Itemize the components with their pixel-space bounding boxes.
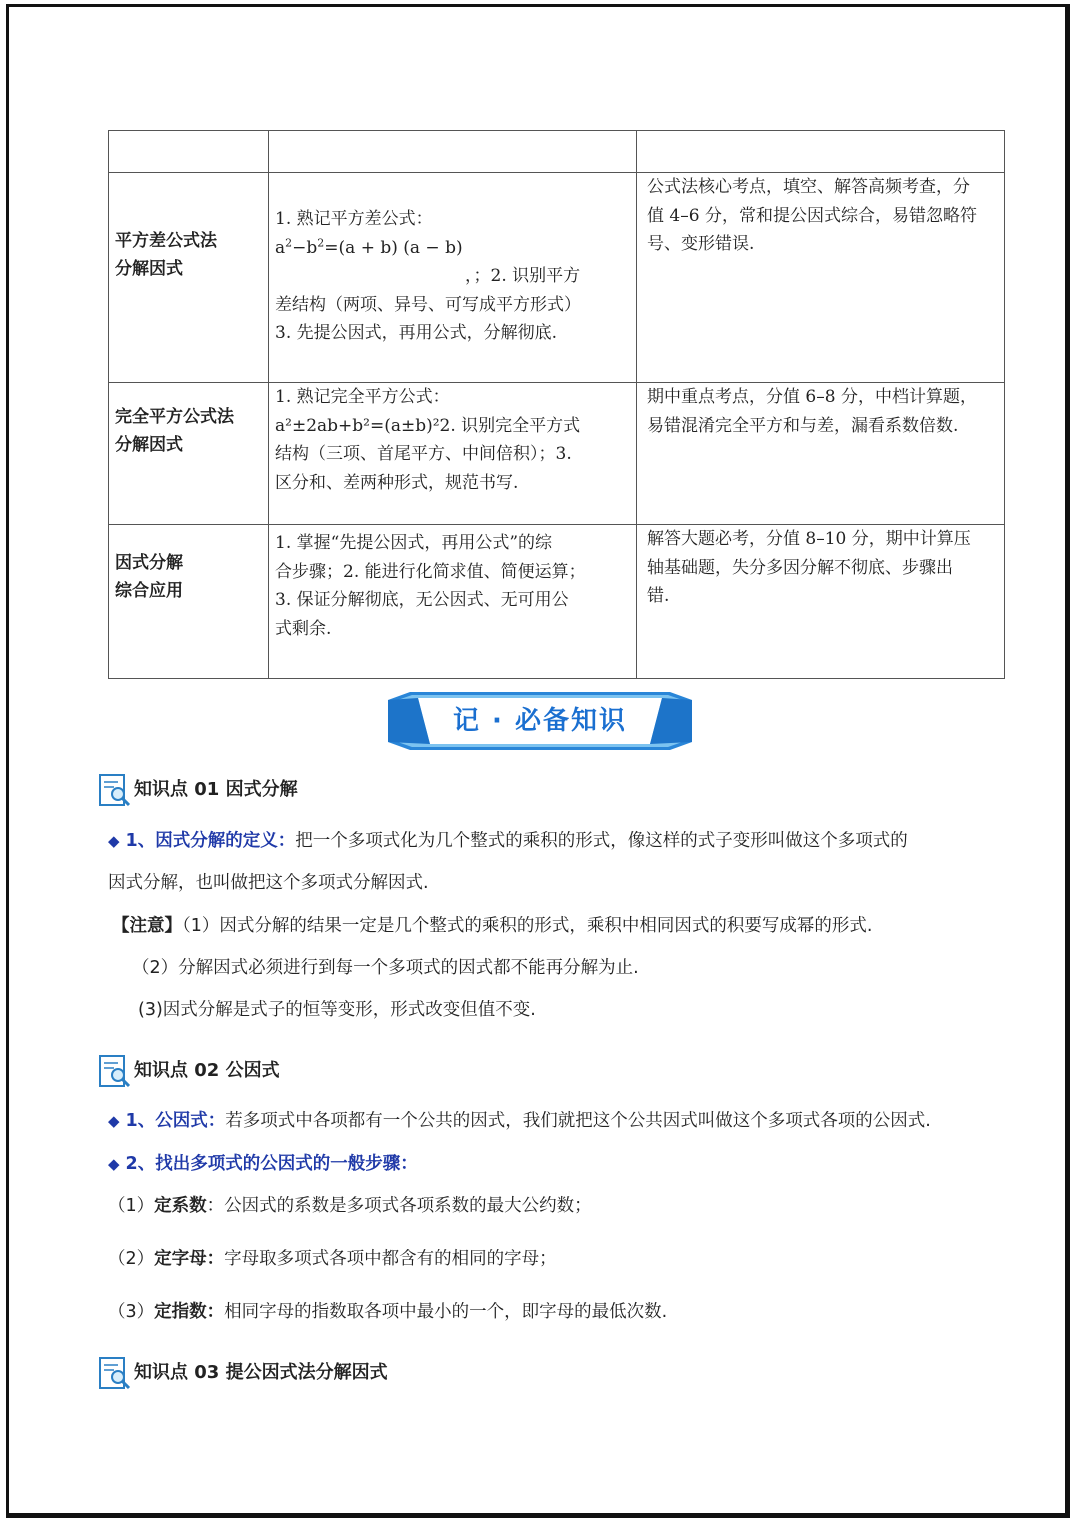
step-text: 相同字母的指数取各项中最小的一个，即字母的最低次数. bbox=[224, 1302, 668, 1322]
requirement-text: 1. 掌握“先提公因式，再用公式”的综 bbox=[275, 533, 553, 553]
step-3-line bbox=[108, 1299, 667, 1325]
step-number: （1） bbox=[108, 1196, 155, 1216]
diamond-icon: ◆ bbox=[108, 1112, 120, 1130]
book-magnifier-icon bbox=[98, 1054, 132, 1088]
exam-text: 期中重点考点，分值 6–8 分，中档计算题， bbox=[647, 387, 977, 407]
requirement-text: 1. 熟记完全平方公式： bbox=[275, 387, 450, 407]
topic-cell bbox=[109, 173, 269, 383]
step-1-line bbox=[108, 1193, 592, 1219]
formula-difference-of-squares: $a^2-b^2=(a + b) (a - b)$ bbox=[275, 235, 463, 258]
definition-text: 把一个多项式化为几个整式的乘积的形式，像这样的式子变形叫做这个多项式的 bbox=[295, 831, 908, 851]
exam-cell bbox=[637, 383, 1005, 525]
table-row bbox=[109, 525, 1005, 679]
requirement-text: 1. 熟记平方差公式： bbox=[275, 209, 433, 229]
step-label: 定指数： bbox=[154, 1302, 225, 1322]
definition-label: 1、因式分解的定义： bbox=[125, 831, 296, 851]
topic-cell bbox=[109, 383, 269, 525]
step-number: （3） bbox=[108, 1302, 155, 1322]
book-magnifier-icon bbox=[98, 773, 132, 807]
step-label: 定系数 bbox=[154, 1196, 207, 1216]
exam-text: 公式法核心考点，填空、解答高频考查，分 bbox=[647, 177, 970, 197]
step-label: 定字母： bbox=[154, 1249, 225, 1269]
exam-text: 轴基础题，失分多因分解不彻底、步骤出 bbox=[647, 557, 953, 578]
requirement-text: 3. 保证分解彻底，无公因式、无可用公 bbox=[275, 590, 569, 610]
exam-cell bbox=[637, 173, 1005, 383]
knowledge-table bbox=[108, 130, 1005, 679]
requirement-text: 结构（三项、首尾平方、中间倍积）；3. bbox=[275, 444, 572, 464]
diamond-icon: ◆ bbox=[108, 1155, 120, 1173]
knowledge-point-title: 知识点 03 提公因式法分解因式 bbox=[134, 1362, 388, 1383]
topic-text: 完全平方公式法 bbox=[115, 407, 234, 427]
topic-cell bbox=[109, 525, 269, 679]
exam-text: 错. bbox=[647, 586, 670, 606]
requirement-cell bbox=[269, 383, 637, 525]
step-2-line bbox=[108, 1246, 557, 1272]
header-cell bbox=[637, 131, 1005, 173]
table-header-row bbox=[109, 131, 1005, 173]
topic-text: 因式分解 bbox=[115, 553, 183, 573]
steps-heading-line bbox=[108, 1151, 418, 1177]
diamond-icon: ◆ bbox=[108, 832, 120, 850]
note-label: 【注意】 bbox=[112, 916, 182, 936]
topic-text: 分解因式 bbox=[115, 435, 183, 455]
step-number: （2） bbox=[108, 1249, 155, 1269]
requirement-text: 区分和、差两种形式，规范书写. bbox=[275, 472, 519, 493]
requirement-cell bbox=[269, 525, 637, 679]
exam-cell bbox=[637, 525, 1005, 679]
note-line-2: （2）分解因式必须进行到每一个多项式的因式都不能再分解为止. bbox=[132, 958, 639, 978]
exam-text: 易错混淆完全平方和与差，漏看系数倍数. bbox=[647, 415, 959, 436]
common-factor-label: 1、公因式： bbox=[125, 1111, 226, 1131]
table-row bbox=[109, 383, 1005, 525]
requirement-text: 合步骤；2. 能进行化简求值、简便运算； bbox=[275, 561, 586, 582]
definition-text-continued: 因式分解，也叫做把这个多项式分解因式. bbox=[108, 873, 429, 893]
banner-title: 记 · 必备知识 bbox=[453, 706, 627, 736]
knowledge-point-title: 知识点 01 因式分解 bbox=[134, 779, 298, 800]
step-text: ：公因式的系数是多项式各项系数的最大公约数； bbox=[206, 1196, 592, 1216]
exam-text: 号、变形错误. bbox=[647, 234, 755, 254]
exam-text: 值 4–6 分，常和提公因式综合，易错忽略符 bbox=[647, 205, 977, 226]
requirement-text: ，；2. 识别平方 bbox=[465, 266, 581, 286]
note-text: （1）因式分解的结果一定是几个整式的乘积的形式，乘积中相同因式的积要写成幂的形式. bbox=[182, 916, 873, 936]
topic-text: 综合应用 bbox=[115, 581, 183, 601]
step-text: 字母取多项式各项中都含有的相同的字母； bbox=[224, 1249, 557, 1269]
topic-text: 平方差公式法 bbox=[115, 231, 217, 251]
table-row bbox=[109, 173, 1005, 383]
requirement-text: a²±2ab+b²=(a±b)²2. 识别完全平方式 bbox=[275, 415, 581, 436]
exam-text: 解答大题必考，分值 8–10 分，期中计算压 bbox=[647, 529, 971, 549]
header-cell bbox=[269, 131, 637, 173]
steps-heading: 2、找出多项式的公因式的一般步骤： bbox=[125, 1154, 418, 1174]
requirement-text: 3. 先提公因式，再用公式，分解彻底. bbox=[275, 323, 558, 343]
requirement-text: 差结构（两项、异号、可写成平方形式） bbox=[275, 294, 581, 315]
section-banner bbox=[388, 692, 692, 750]
requirement-text: 式剩余. bbox=[275, 618, 332, 639]
common-factor-definition-line bbox=[108, 1108, 931, 1134]
topic-text: 分解因式 bbox=[115, 259, 183, 279]
definition-line bbox=[108, 828, 908, 854]
book-magnifier-icon bbox=[98, 1356, 132, 1390]
requirement-cell bbox=[269, 173, 637, 383]
knowledge-point-title: 知识点 02 公因式 bbox=[134, 1060, 280, 1081]
common-factor-text: 若多项式中各项都有一个公共的因式，我们就把这个公共因式叫做这个多项式各项的公因式. bbox=[225, 1111, 931, 1131]
header-cell bbox=[109, 131, 269, 173]
note-line-1 bbox=[112, 913, 872, 939]
note-line-3: (3)因式分解是式子的恒等变形，形式改变但值不变. bbox=[138, 1000, 536, 1020]
